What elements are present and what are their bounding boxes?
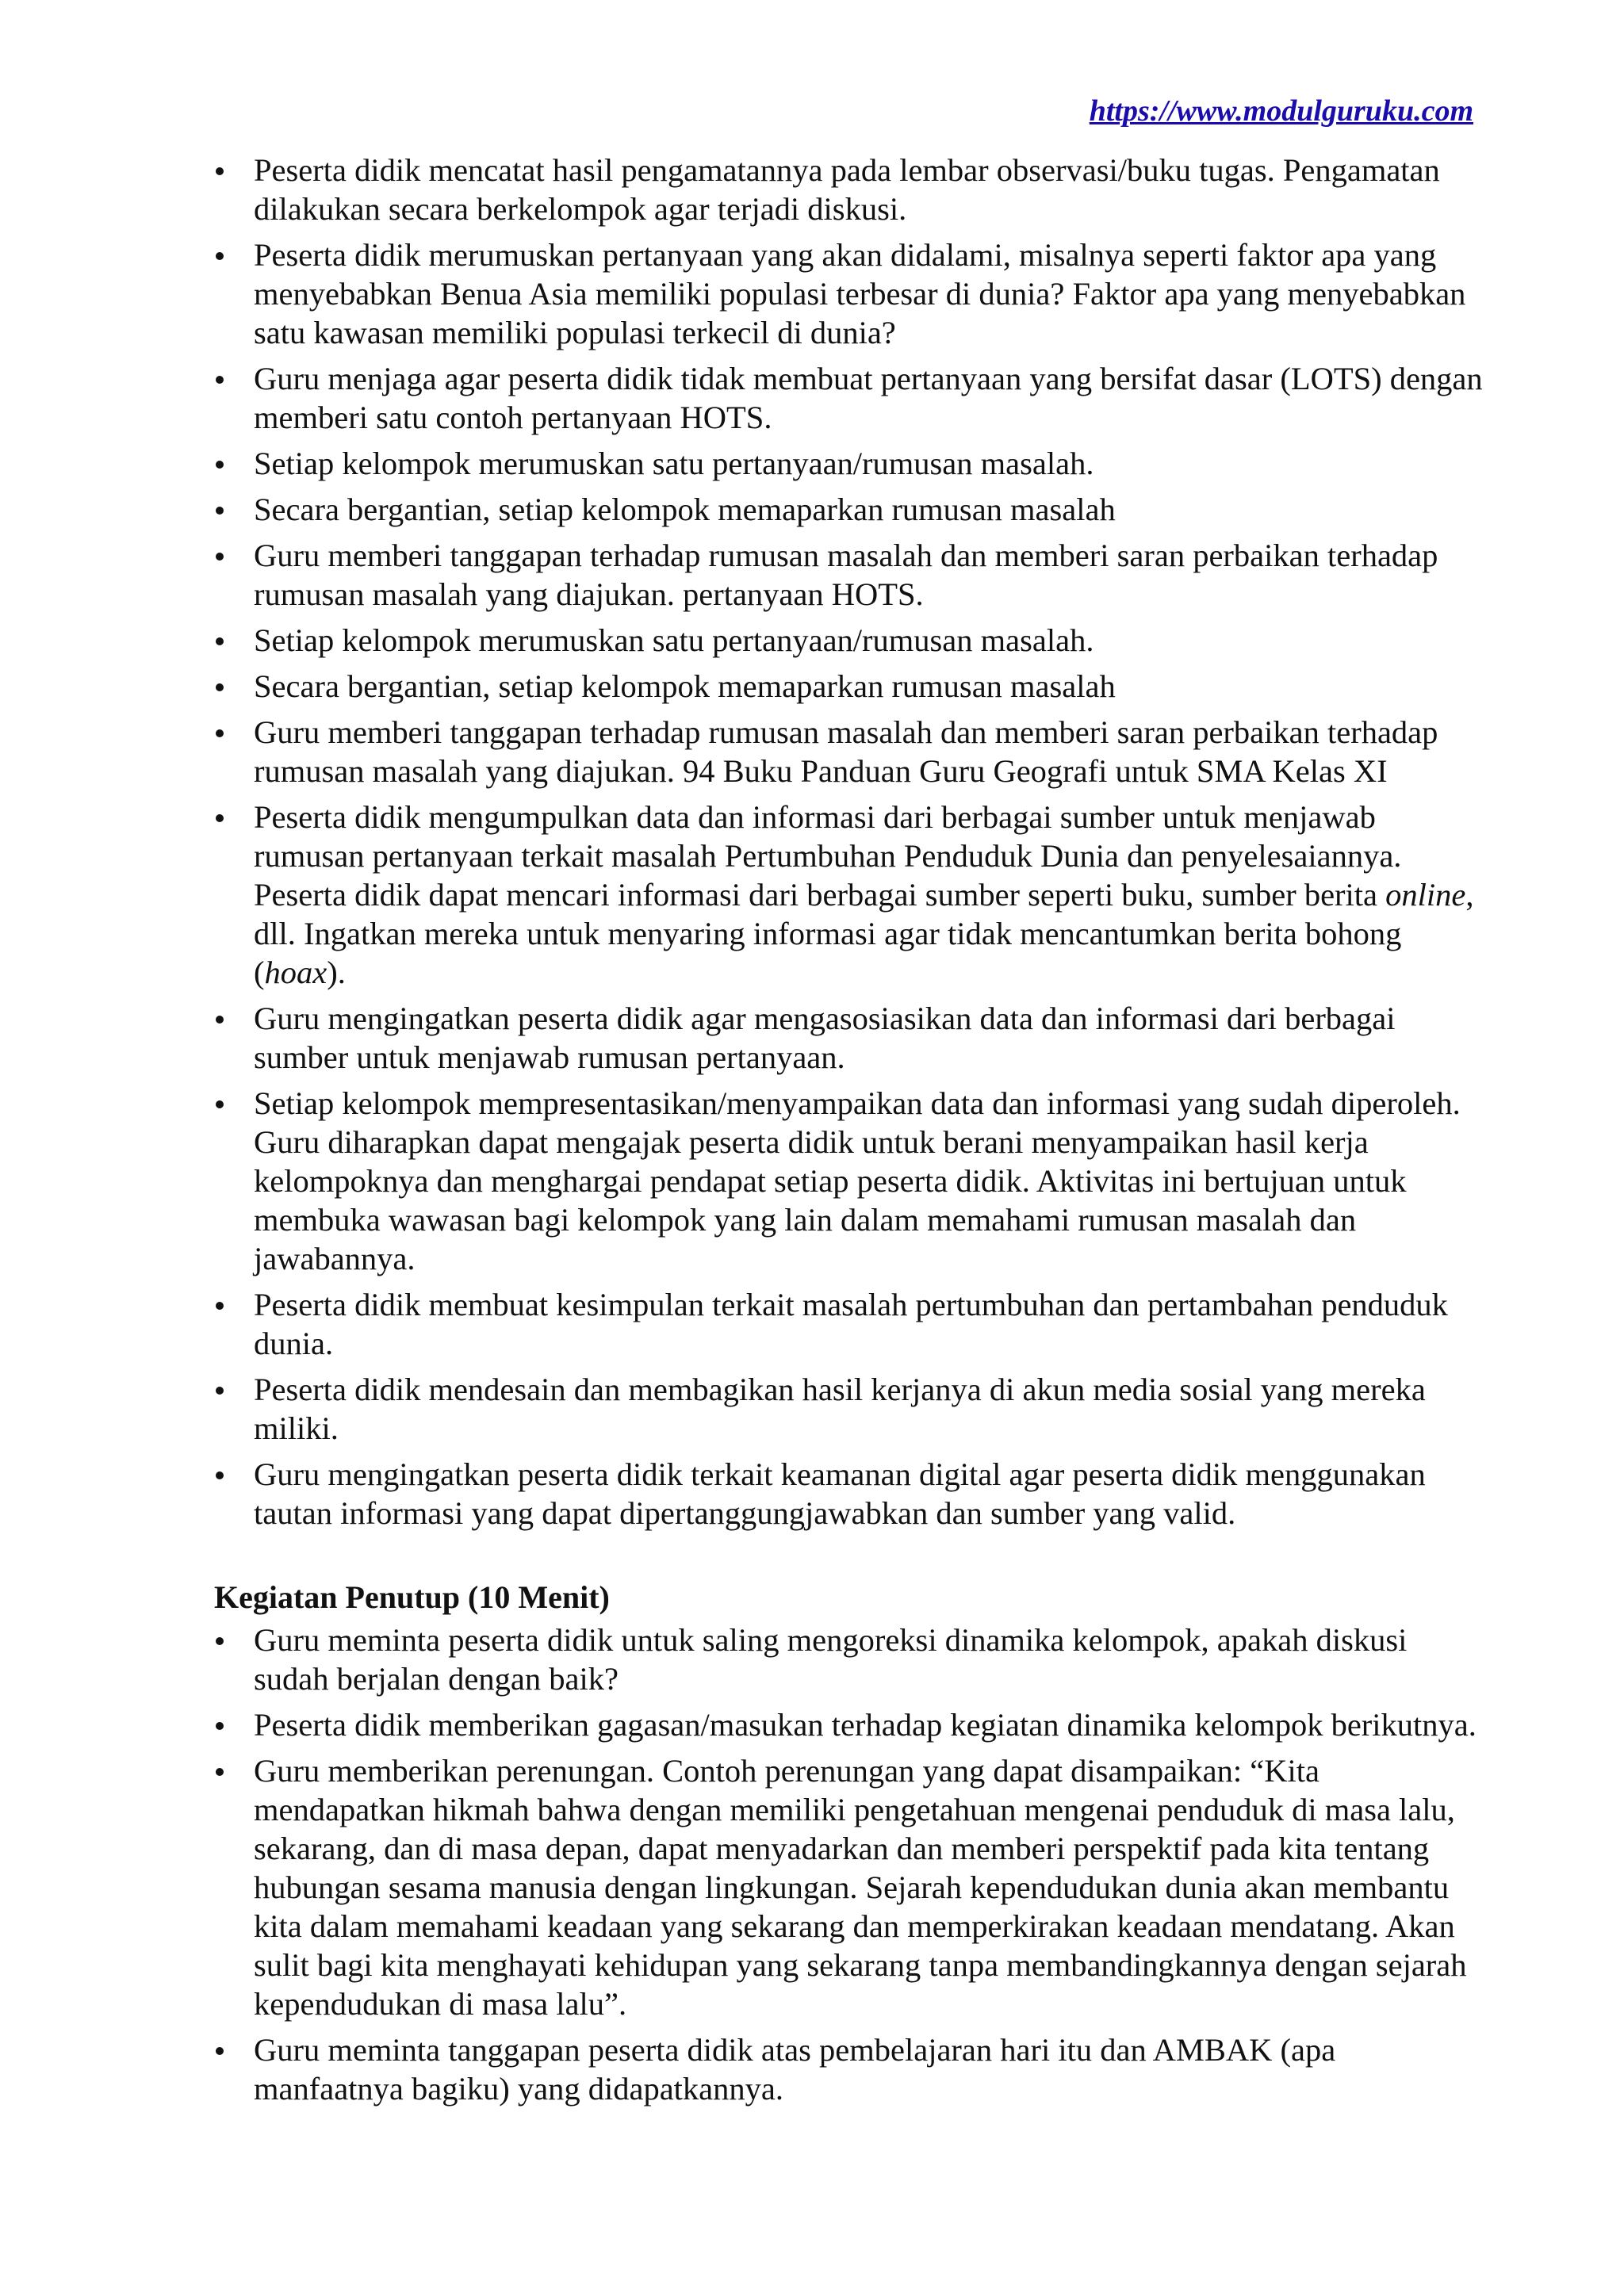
bullet-dot-icon (216, 1016, 224, 1024)
document-content (214, 151, 1483, 2115)
list-item-text: Guru memberikan perenungan. Contoh perenungan yang dapat disampaikan: “Kita mendapatkan hikmah bahwa dengan memiliki pengetahuan mengenai penduduk di masa lalu, sekarang, dan di masa depan, dapat menyadarkan dan memberi perspektif pada kita tentang hubungan sesama manusia dengan lingkungan. Sejarah kependudukan dunia akan membantu kita dalam memahami keadaan yang sekarang dan memperkirakan keadaan mendatang. Akan sulit bagi kita menghayati kehidupan yang sekarang tanpa membandingkannya dengan sejarah kependudukan di masa lalu”. (254, 1753, 1467, 2022)
list-item (214, 2030, 1483, 2108)
list-item-text: Peserta didik mendesain dan membagikan hasil kerjanya di akun media sosial yang mereka miliki. (254, 1372, 1426, 1446)
bullet-dot-icon (216, 2047, 224, 2055)
list-item (214, 1751, 1483, 2023)
bullet-dot-icon (216, 637, 224, 645)
list-item-text: Guru meminta peserta didik untuk saling mengoreksi dinamika kelompok, apakah diskusi sudah berjalan dengan baik? (254, 1622, 1408, 1697)
bullet-dot-icon (216, 1722, 224, 1730)
list-item (214, 359, 1483, 437)
bullet-dot-icon (216, 376, 224, 384)
list-item (214, 151, 1483, 228)
list-item (214, 235, 1483, 352)
list-item (214, 490, 1483, 529)
list-item (214, 1370, 1483, 1448)
text-segment: Peserta didik mengumpulkan data dan informasi dari berbagai sumber untuk menjawab rumusan pertanyaan terkait masalah Pertumbuhan Penduduk Dunia dan penyelesaiannya. Peserta didik dapat mencari informasi dari berbagai sumber seperti buku, sumber berita (254, 799, 1402, 913)
list-item (214, 999, 1483, 1077)
list-item-text: Guru memberi tanggapan terhadap rumusan masalah dan memberi saran perbaikan terhadap rumusan masalah yang diajukan. pertanyaan HOTS. (254, 538, 1438, 612)
list-item-text (254, 799, 1474, 990)
closing-activity-list (214, 1621, 1483, 2108)
list-item (214, 444, 1483, 483)
bullet-dot-icon (216, 167, 224, 175)
bullet-dot-icon (216, 1637, 224, 1645)
list-item-text: Peserta didik merumuskan pertanyaan yang akan didalami, misalnya seperti faktor apa yang menyebabkan Benua Asia memiliki populasi terbesar di dunia? Faktor apa yang menyebabkan satu kawasan memiliki populasi terkecil di dunia? (254, 237, 1466, 350)
bullet-dot-icon (216, 461, 224, 469)
list-item-text: Peserta didik membuat kesimpulan terkait masalah pertumbuhan dan pertambahan penduduk dunia. (254, 1287, 1448, 1361)
list-item (214, 667, 1483, 706)
list-item-text: Peserta didik mencatat hasil pengamatannya pada lembar observasi/buku tugas. Pengamatan dilakukan secara berkelompok agar terjadi diskusi. (254, 152, 1440, 227)
bullet-dot-icon (216, 729, 224, 737)
list-item (214, 1705, 1483, 1744)
list-item-text: Setiap kelompok merumuskan satu pertanyaan/rumusan masalah. (254, 622, 1094, 658)
list-item-text: Guru menjaga agar peserta didik tidak membuat pertanyaan yang bersifat dasar (LOTS) dengan memberi satu contoh pertanyaan HOTS. (254, 361, 1483, 435)
section-heading-penutup: Kegiatan Penutup (10 Menit) (214, 1579, 610, 1615)
activity-list (214, 151, 1483, 1533)
bullet-dot-icon (216, 1471, 224, 1479)
list-item-text: Guru mengingatkan peserta didik agar mengasosiasikan data dan informasi dari berbagai sumber untuk menjawab rumusan pertanyaan. (254, 1001, 1396, 1075)
list-item (214, 1084, 1483, 1278)
list-item (214, 621, 1483, 660)
bullet-dot-icon (216, 553, 224, 561)
text-segment: , dll. Ingatkan mereka untuk menyaring informasi agar tidak mencantumkan berita bohong ( (254, 877, 1474, 990)
bullet-dot-icon (216, 1387, 224, 1395)
italic-term-hoax: hoax (264, 955, 327, 990)
list-item (214, 1621, 1483, 1698)
bullet-dot-icon (216, 507, 224, 515)
bullet-dot-icon (216, 252, 224, 260)
list-item-text: Secara bergantian, setiap kelompok memaparkan rumusan masalah (254, 668, 1116, 704)
list-item-text: Guru mengingatkan peserta didik terkait keamanan digital agar peserta didik menggunakan tautan informasi yang dapat dipertanggungjawabkan dan sumber yang valid. (254, 1456, 1426, 1531)
list-item (214, 713, 1483, 790)
list-item-text: Guru memberi tanggapan terhadap rumusan masalah dan memberi saran perbaikan terhadap rumusan masalah yang diajukan. 94 Buku Panduan Guru Geografi untuk SMA Kelas XI (254, 714, 1438, 789)
header-url-link[interactable]: https://www.modulguruku.com (1089, 94, 1473, 128)
list-item (214, 798, 1483, 992)
bullet-dot-icon (216, 683, 224, 691)
text-segment: ). (327, 955, 346, 990)
list-item (214, 536, 1483, 614)
bullet-dot-icon (216, 1768, 224, 1776)
bullet-dot-icon (216, 1302, 224, 1310)
list-item-text: Guru meminta tanggapan peserta didik atas pembelajaran hari itu dan AMBAK (apa manfaatnya bagiku) yang didapatkannya. (254, 2032, 1336, 2107)
list-item (214, 1455, 1483, 1533)
list-item-text: Setiap kelompok merumuskan satu pertanyaan/rumusan masalah. (254, 446, 1094, 481)
list-item (214, 1285, 1483, 1363)
bullet-dot-icon (216, 1100, 224, 1108)
list-item-text: Peserta didik memberikan gagasan/masukan terhadap kegiatan dinamika kelompok berikutnya. (254, 1707, 1477, 1743)
list-item-text: Setiap kelompok mempresentasikan/menyampaikan data dan informasi yang sudah diperoleh. Guru diharapkan dapat mengajak peserta didik untuk berani menyampaikan hasil kerja kelompoknya dan menghargai pendapat setiap peserta didik. Aktivitas ini bertujuan untuk membuka wawasan bagi kelompok yang lain dalam memahami rumusan masalah dan jawabannya. (254, 1085, 1461, 1276)
italic-term-online: online (1385, 877, 1466, 913)
list-item-text: Secara bergantian, setiap kelompok memaparkan rumusan masalah (254, 492, 1116, 527)
bullet-dot-icon (216, 814, 224, 822)
